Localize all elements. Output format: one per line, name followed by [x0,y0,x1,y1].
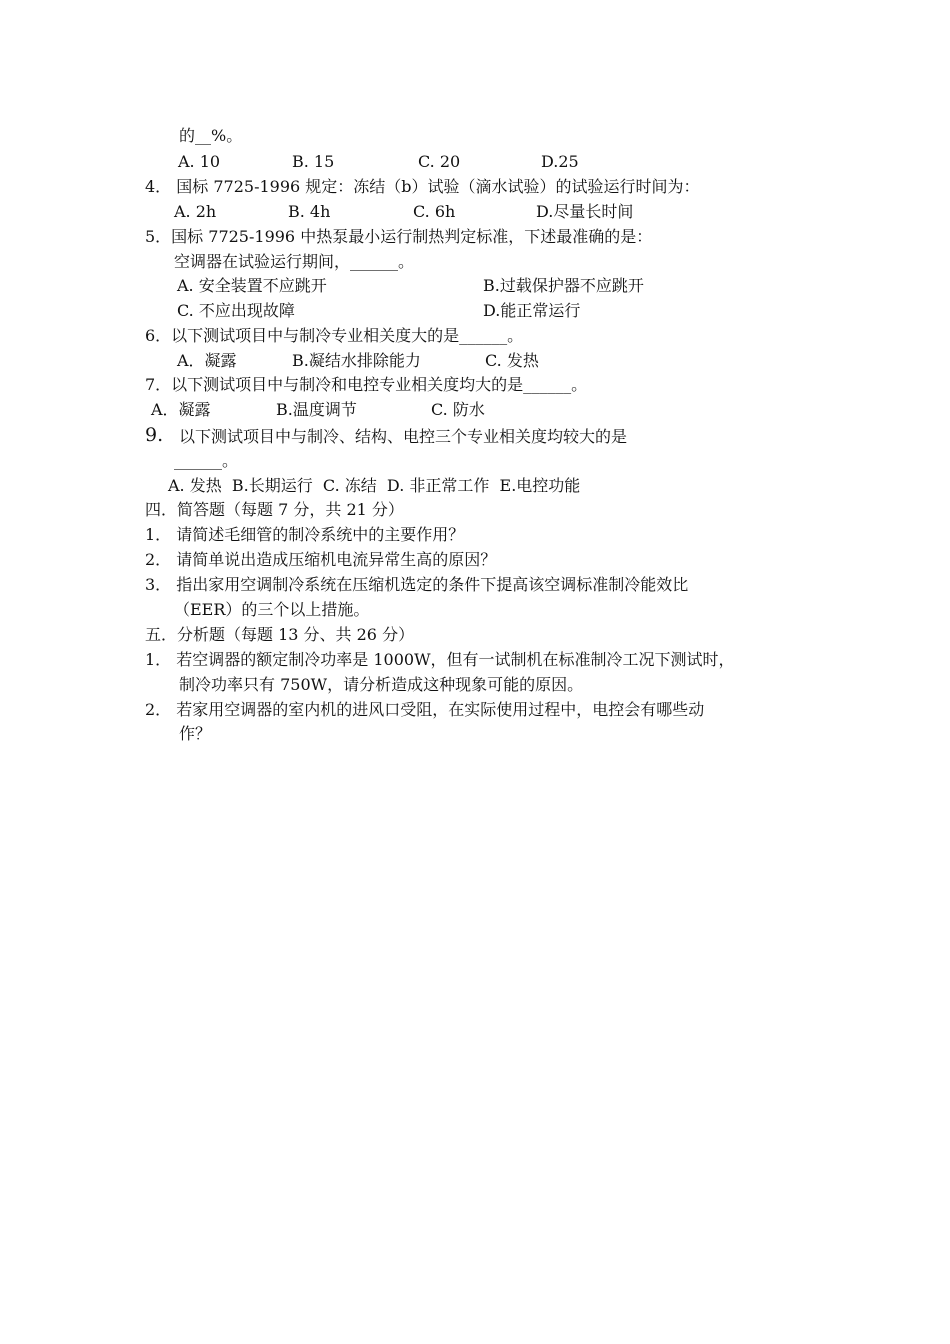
q5-option-c: C. 不应出现故障 [177,301,295,320]
q7-option-b: B.温度调节 [276,400,357,419]
q6-option-c: C. 发热 [485,351,539,370]
section-5-title: 五．分析题（每题 13 分、共 26 分） [145,625,415,644]
q5-option-b: B.过载保护器不应跳开 [483,276,644,295]
q5-option-a: A. 安全装置不应跳开 [177,276,327,295]
question-6: 6．以下测试项目中与制冷专业相关度大的是______。 [145,326,524,345]
q4-option-b: B. 4h [288,202,331,221]
short-answer-2: 2． 请简单说出造成压缩机电流异常生高的原因？ [145,550,497,569]
question-9-number: 9. [145,424,164,446]
q5-option-d: D.能正常运行 [483,301,581,320]
q7-option-c: C. 防水 [431,400,485,419]
q3-option-a: A. 10 [178,152,221,171]
q7-option-a: A．凝露 [151,400,211,419]
q6-option-a: A．凝露 [177,351,237,370]
q3-option-c: C. 20 [418,152,461,171]
q4-option-d: D.尽量长时间 [536,202,634,221]
analysis-2: 2． 若家用空调器的室内机的进风口受阻，在实际使用过程中，电控会有哪些动 [145,700,705,719]
q9-options: A. 发热 B.长期运行 C. 冻结 D. 非正常工作 E.电控功能 [168,476,581,495]
question-4: 4． 国标 7725-1996 规定：冻结（b）试验（滴水试验）的试验运行时间为： [145,177,700,196]
question-5-line2: 空调器在试验运行期间，______。 [174,252,415,271]
question-9: 以下测试项目中与制冷、结构、电控三个专业相关度均较大的是 [179,427,628,446]
analysis-1-line2: 制冷功率只有 750W，请分析造成这种现象可能的原因。 [179,675,584,694]
question-7: 7．以下测试项目中与制冷和电控专业相关度均大的是______。 [145,375,588,394]
q4-option-c: C. 6h [413,202,456,221]
q6-option-b: B.凝结水排除能力 [292,351,421,370]
q4-option-a: A. 2h [174,202,217,221]
section-4-title: 四．简答题（每题 7 分，共 21 分） [145,500,404,519]
analysis-2-line2: 作？ [179,724,212,743]
q3-option-b: B. 15 [292,152,335,171]
q3-option-d: D.25 [541,152,579,171]
question-9-blank: ______。 [174,451,239,470]
q3-continuation: 的__%。 [179,126,243,145]
analysis-1: 1． 若空调器的额定制冷功率是 1000W，但有一试制机在标准制冷工况下测试时， [145,650,735,669]
question-5: 5．国标 7725-1996 中热泵最小运行制热判定标准，下述最准确的是： [145,227,653,246]
short-answer-3-line2: （EER）的三个以上措施。 [174,600,370,619]
short-answer-1: 1． 请简述毛细管的制冷系统中的主要作用？ [145,525,465,544]
short-answer-3: 3． 指出家用空调制冷系统在压缩机选定的条件下提高该空调标准制冷能效比 [145,575,689,594]
